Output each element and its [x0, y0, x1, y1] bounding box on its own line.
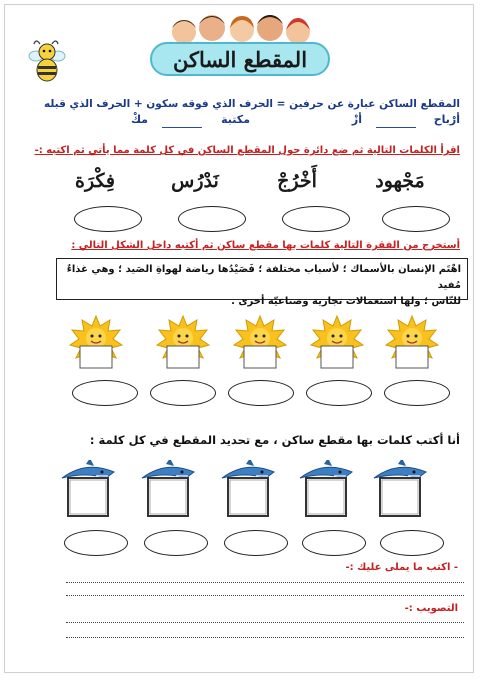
writing-line[interactable]: [66, 637, 464, 638]
dictation-label: - اكتب ما يملى عليك :-: [345, 562, 458, 573]
sun-sign-icon: [68, 314, 124, 370]
shark-sign-icon: [136, 460, 200, 522]
paragraph-box: [56, 258, 468, 307]
word-4: فِكْرَة: [74, 170, 115, 192]
definition-text: المقطع الساكن عبارة عن حرفين = الحرف الذي فوقه سكون + الحرف الذي قبله: [44, 98, 460, 110]
answer-oval[interactable]: [144, 530, 208, 556]
sun-sign-icon: [309, 314, 365, 370]
writing-line[interactable]: [66, 622, 464, 623]
answer-oval[interactable]: [384, 380, 450, 406]
answer-oval[interactable]: [72, 380, 138, 406]
section3-instruction: أنا أكتب كلمات بها مقطع ساكن ، مع تحديد المقطع في كل كلمة :: [89, 433, 460, 447]
shark-sign-icon: [368, 460, 432, 522]
example-syllable: مكْ: [130, 113, 148, 126]
section1-instruction: اقرأ الكلمات التالية ثم ضع دائرة حول المقطع الساكن في كل كلمة مما يأتي ثم اكتبه :-: [34, 145, 460, 156]
title-banner: [150, 42, 330, 76]
answer-oval[interactable]: [306, 380, 372, 406]
word-1: مَجْهود: [375, 170, 425, 192]
example-word: أرْباح: [433, 113, 460, 126]
examples-row: [20, 113, 460, 129]
answer-oval[interactable]: [74, 206, 142, 232]
sun-sign-icon: [232, 314, 288, 370]
example-line: [162, 127, 202, 128]
answer-oval[interactable]: [282, 206, 350, 232]
sun-sign-icon: [155, 314, 211, 370]
page-title: المقطع الساكن: [172, 46, 308, 72]
answer-oval[interactable]: [224, 530, 288, 556]
answer-oval[interactable]: [302, 530, 366, 556]
shark-sign-icon: [294, 460, 358, 522]
writing-line[interactable]: [66, 582, 464, 583]
example-syllable: أزْ: [351, 113, 362, 126]
sun-sign-icon: [384, 314, 440, 370]
writing-line[interactable]: [66, 595, 464, 596]
answer-oval[interactable]: [178, 206, 246, 232]
answer-oval[interactable]: [382, 206, 450, 232]
answer-oval[interactable]: [380, 530, 444, 556]
bee-icon: [28, 38, 66, 84]
shark-sign-icon: [216, 460, 280, 522]
example-line: [376, 127, 416, 128]
paragraph-line: اهْتَم الإنسان بالأسماك ؛ لأسباب مختلفة ؛ فَصَيْدُها رياضة لهواةِ الصَيد ؛ وهي غذاءٌ مُفيد: [66, 264, 461, 291]
answer-oval[interactable]: [64, 530, 128, 556]
answer-oval[interactable]: [228, 380, 294, 406]
example-word: مكتبة: [221, 113, 250, 126]
correction-label: التصويب :-: [404, 603, 458, 614]
shark-sign-icon: [56, 460, 120, 522]
word-2: أَخْرُجْ: [277, 170, 317, 192]
answer-oval[interactable]: [150, 380, 216, 406]
section2-instruction: أستخرج من الفقرة التالية كلمات بها مقطع ساكن ثم أكتبه داخل الشكل التالي :: [71, 240, 460, 251]
word-3: نَدْرُس: [171, 170, 219, 192]
paragraph-line: للنّاس ؛ ولها استعمالات تجارية وصناعيّة أخرى .: [231, 296, 461, 307]
